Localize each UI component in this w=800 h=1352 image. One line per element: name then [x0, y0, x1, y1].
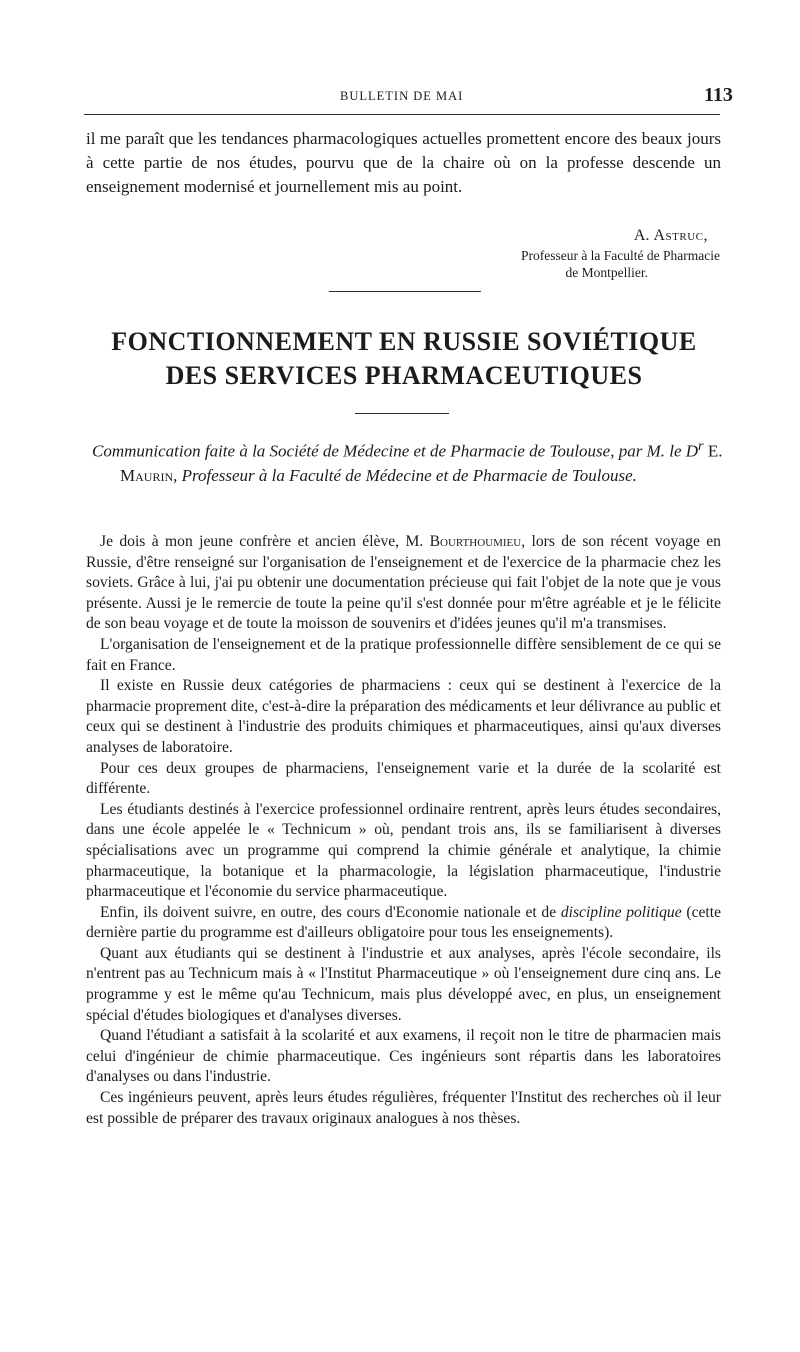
intro-paragraph: il me paraît que les tendances pharmacologiques actuelles promettent encore des beaux jours à cette partie de nos études, pourvu que de la chaire où on la professe descende un enseignement modernisé et journellement mis au point. [86, 129, 721, 196]
article-title-line2: DES SERVICES PHARMACEUTIQUES [165, 361, 643, 390]
paragraph-3: Il existe en Russie deux catégories de pharmaciens : ceux qui se destinent à l'exercice de la pharmacie proprement dite, c'est-à-dire la préparation des médicaments et leur délivrance au public et ceux qui se destinent à l'industrie des produits chimiques et pharmaceutiques, ainsi qu'aux diverses analyses de laboratoire. [86, 677, 721, 756]
title-divider [355, 413, 449, 414]
page-number: 113 [704, 84, 733, 106]
paragraph-9: Ces ingénieurs peuvent, après leurs études régulières, fréquenter l'Institut des recherches où il leur est possible de préparer des travaux originaux analogues à nos thèses. [86, 1089, 721, 1127]
signature-title-line2: de Montpellier. [565, 265, 648, 280]
signature-title-line1: Professeur à la Faculté de Pharmacie [520, 248, 720, 263]
paragraph-2: L'organisation de l'enseignement et de la pratique professionnelle diffère sensiblement de ce qui se fait en France. [86, 635, 721, 674]
communication-part2: , Professeur à la Faculté de Médecine et de Pharmacie de Toulouse. [173, 465, 637, 485]
paragraph-1 [86, 532, 721, 635]
article-title [84, 325, 724, 393]
communication-note [92, 434, 724, 488]
paragraph-6 [86, 903, 721, 944]
header-rule [84, 114, 720, 115]
paragraph-6-emphasis: discipline politique [560, 903, 682, 921]
paragraph-6-end: (cette dernière partie du programme est d'ailleurs obligatoire pour tous les enseignements). [86, 903, 721, 942]
article-title-line1: FONCTIONNEMENT EN RUSSIE SOVIÉTIQUE [111, 327, 697, 356]
paragraph-1-start: Je dois à mon jeune confrère et ancien élève, M. [100, 533, 430, 550]
paragraph-4: Pour ces deux groupes de pharmaciens, l'enseignement varie et la durée de la scolarité est différente. [86, 759, 721, 798]
signature-surname: Astruc, [653, 227, 708, 244]
signature-block [380, 225, 720, 281]
signature-name [380, 225, 720, 247]
paragraph-7: Quant aux étudiants qui se destinent à l'industrie et aux analyses, après l'école secondaire, ils n'entrent pas au Technicum mais à « l'Institut Pharmaceutique » où l'enseignement dure cinq ans. Le programme y est le même qu'au Technicum, mais plus développé avec, en plus, un enseignement spécial d'études biologiques et d'analyses diverses. [86, 944, 721, 1024]
communication-author: Maurin [120, 465, 174, 485]
article-body [86, 532, 721, 1129]
paragraph-1-end: , lors de son récent voyage en Russie, d'être renseigné sur l'organisation de l'enseignement et de l'exercice de la pharmacie chez les soviets. Grâce à lui, j'ai pu obtenir une documentation précieuse qui fait l'objet de la note que je vous présente. Aussi je le remercie de toute la peine qu'il s'est donnée pour m'être agréable et je le félicite de son beau voyage et de toute la moisson de souvenirs et d'idées jeunes qu'il m'a transmises. [86, 533, 721, 633]
communication-sup: r [698, 438, 704, 454]
communication-initial: E. [703, 441, 723, 461]
paragraph-5: Les étudiants destinés à l'exercice professionnel ordinaire rentrent, après leurs études secondaires, dans une école appelée le « Technicum » où, pendant trois ans, ils se familiarisent à diverses spécialisations avec un programme qui comprend la chimie générale et analytique, la chimie pharmaceutique, la botanique et la pharmacologie, la législation pharmaceutique, l'industrie pharmaceutique et l'économie du service pharmaceutique. [86, 800, 721, 901]
person-name: Bourthoumieu [429, 533, 522, 550]
signature-initial: A. [633, 227, 654, 244]
running-title: BULLETIN DE MAI [340, 89, 464, 103]
section-divider [329, 291, 481, 292]
running-header [0, 84, 800, 108]
paragraph-8: Quand l'étudiant a satisfait à la scolarité et aux examens, il reçoit non le titre de pharmacien mais celui d'ingénieur de chimie pharmaceutique. Ces ingénieurs sont répartis dans les laboratoires d'analyses ou dans l'industrie. [86, 1027, 721, 1086]
paragraph-6-start: Enfin, ils doivent suivre, en outre, des cours d'Economie nationale et de [100, 903, 561, 921]
communication-part1: Communication faite à la Société de Médecine et de Pharmacie de Toulouse, par M. le D [92, 441, 699, 461]
